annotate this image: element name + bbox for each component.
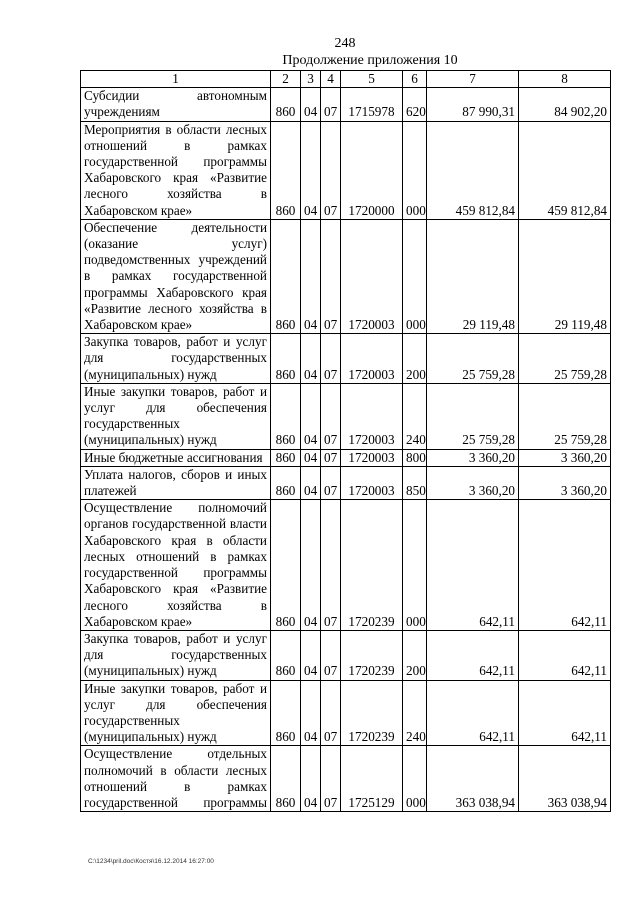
expense-type-code: 000 [403,500,427,631]
row-name: Осуществление полномочий органов государственной власти Хабаровского края в области лесных отношений в рамках государственной программы Хабаровского края «Развитие лесного хозяйства в Хабаровском крае» [81,500,271,631]
amount-col-7: 642,11 [427,500,519,631]
expense-type-code: 200 [403,630,427,680]
amount-col-7: 25 759,28 [427,383,519,449]
table-row [81,383,611,449]
amount-col-8: 3 360,20 [519,466,611,499]
table-row [81,334,611,384]
row-name: Закупка товаров, работ и услуг для государственных (муниципальных) нужд [81,334,271,384]
target-code: 1720239 [341,680,403,746]
table-row [81,449,611,466]
row-name: Мероприятия в области лесных отношений в рамках государственной программы Хабаровского края «Развитие лесного хозяйства в Хабаровском крае» [81,121,271,219]
ministry-code: 860 [271,449,301,466]
amount-col-7: 363 038,94 [427,746,519,812]
ministry-code: 860 [271,630,301,680]
ministry-code: 860 [271,383,301,449]
ministry-code: 860 [271,746,301,812]
row-name: Иные закупки товаров, работ и услуг для обеспечения государственных (муниципальных) нужд [81,680,271,746]
row-name: Обеспечение деятельности (оказание услуг) подведомственных учреждений в рамках государственной программы Хабаровского края «Развитие лесного хозяйства в Хабаровском крае» [81,219,271,333]
target-code: 1720000 [341,121,403,219]
target-code: 1720003 [341,449,403,466]
expense-type-code: 240 [403,383,427,449]
header-col-2: 2 [271,71,301,88]
table-row [81,630,611,680]
subsection-code: 07 [321,219,341,333]
target-code: 1720003 [341,466,403,499]
subsection-code: 07 [321,121,341,219]
ministry-code: 860 [271,88,301,121]
amount-col-7: 25 759,28 [427,334,519,384]
target-code: 1715978 [341,88,403,121]
subsection-code: 07 [321,383,341,449]
subsection-code: 07 [321,466,341,499]
expense-type-code: 620 [403,88,427,121]
target-code: 1720003 [341,219,403,333]
amount-col-8: 25 759,28 [519,383,611,449]
page-number: 248 [334,36,356,51]
section-code: 04 [301,121,321,219]
expense-type-code: 000 [403,746,427,812]
target-code: 1725129 [341,746,403,812]
subsection-code: 07 [321,630,341,680]
amount-col-7: 459 812,84 [427,121,519,219]
table-row [81,121,611,219]
row-name: Закупка товаров, работ и услуг для государственных (муниципальных) нужд [81,630,271,680]
ministry-code: 860 [271,466,301,499]
row-name: Иные закупки товаров, работ и услуг для обеспечения государственных (муниципальных) нужд [81,383,271,449]
row-name: Осуществление отдельных полномочий в области лесных отношений в рамках государственной программы [81,746,271,812]
amount-col-7: 3 360,20 [427,466,519,499]
target-code: 1720239 [341,500,403,631]
amount-col-8: 3 360,20 [519,449,611,466]
header-col-6: 6 [403,71,427,88]
section-code: 04 [301,466,321,499]
table-row [81,219,611,333]
target-code: 1720003 [341,383,403,449]
table-row [81,500,611,631]
amount-col-7: 29 119,48 [427,219,519,333]
amount-col-7: 642,11 [427,630,519,680]
expense-type-code: 200 [403,334,427,384]
header-col-7: 7 [427,71,519,88]
amount-col-7: 3 360,20 [427,449,519,466]
row-name: Уплата налогов, сборов и иных платежей [81,466,271,499]
row-name: Субсидии автономным учреждениям [81,88,271,121]
section-code: 04 [301,334,321,384]
ministry-code: 860 [271,500,301,631]
table-row [81,466,611,499]
expense-type-code: 000 [403,219,427,333]
table-header-row [81,71,611,88]
amount-col-8: 25 759,28 [519,334,611,384]
section-code: 04 [301,88,321,121]
subsection-code: 07 [321,500,341,631]
row-name: Иные бюджетные ассигнования [81,449,271,466]
ministry-code: 860 [271,680,301,746]
table-row [81,680,611,746]
header-col-5: 5 [341,71,403,88]
header-col-3: 3 [301,71,321,88]
ministry-code: 860 [271,121,301,219]
section-code: 04 [301,746,321,812]
amount-col-8: 642,11 [519,500,611,631]
target-code: 1720003 [341,334,403,384]
amount-col-8: 29 119,48 [519,219,611,333]
section-code: 04 [301,383,321,449]
amount-col-8: 459 812,84 [519,121,611,219]
amount-col-8: 642,11 [519,680,611,746]
header-col-8: 8 [519,71,611,88]
section-code: 04 [301,219,321,333]
target-code: 1720239 [341,630,403,680]
subsection-code: 07 [321,334,341,384]
header-col-4: 4 [321,71,341,88]
expense-type-code: 850 [403,466,427,499]
header-col-1: 1 [81,71,271,88]
section-code: 04 [301,449,321,466]
footer-file-path: C:\1234\pril.doc\Костя\16.12.2014 16:27:00 [88,858,214,865]
section-code: 04 [301,630,321,680]
expense-type-code: 800 [403,449,427,466]
table-row [81,88,611,121]
expense-type-code: 240 [403,680,427,746]
subsection-code: 07 [321,746,341,812]
subsection-code: 07 [321,680,341,746]
ministry-code: 860 [271,334,301,384]
table-row [81,746,611,812]
section-code: 04 [301,500,321,631]
amount-col-7: 87 990,31 [427,88,519,121]
ministry-code: 860 [271,219,301,333]
continuation-title: Продолжение приложения 10 [282,53,458,68]
expense-type-code: 000 [403,121,427,219]
amount-col-8: 363 038,94 [519,746,611,812]
section-code: 04 [301,680,321,746]
amount-col-7: 642,11 [427,680,519,746]
amount-col-8: 84 902,20 [519,88,611,121]
subsection-code: 07 [321,88,341,121]
budget-table [80,70,611,812]
subsection-code: 07 [321,449,341,466]
amount-col-8: 642,11 [519,630,611,680]
